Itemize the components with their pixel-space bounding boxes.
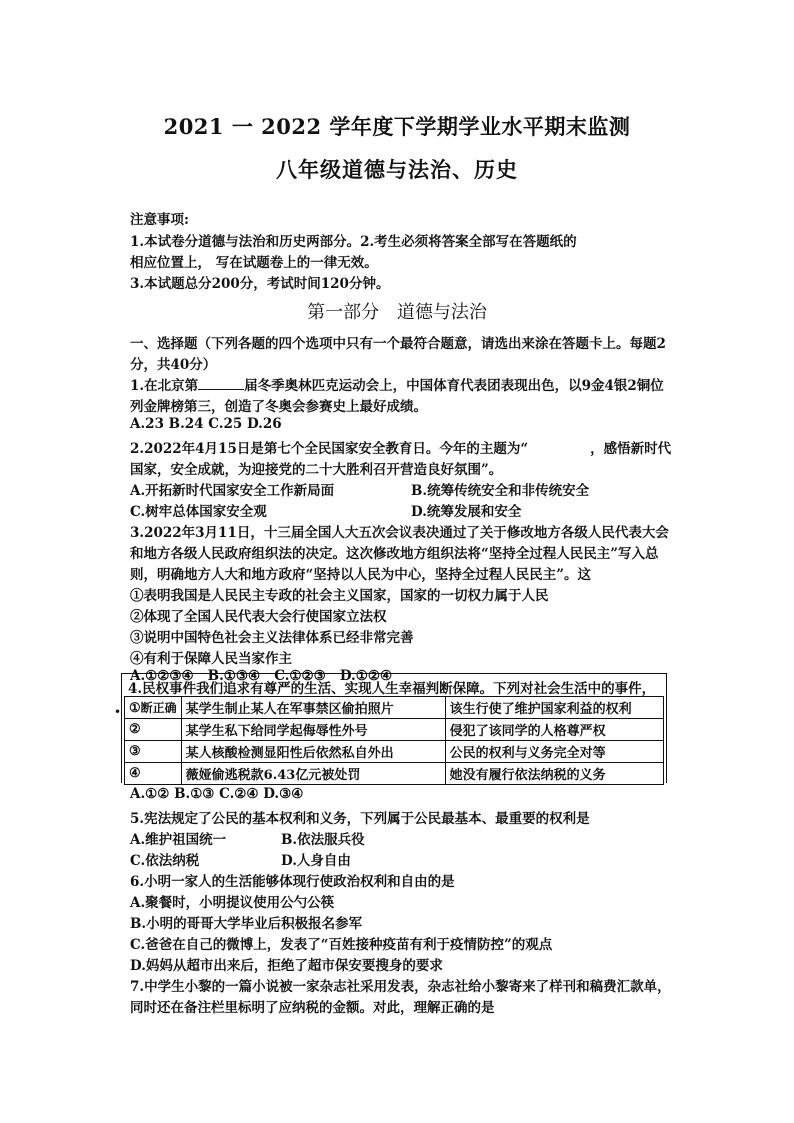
- notes-line-1: 1.本试卷分道德与法治和历史两部分。2.考生必须将答案全部写在答题纸的: [130, 234, 577, 250]
- q2-stem-2: 国家，安全成就，为迎接党的二十大胜利召开营造良好氛围”。: [130, 462, 503, 478]
- q3-statement-3: ③说明中国特色社会主义法律体系已经非常完善: [130, 630, 414, 646]
- notes-line-3: 3.本试题总分200分，考试时间120分钟。: [130, 276, 390, 292]
- q4-cell-judgment: 侵犯了该同学的人格尊严权: [445, 719, 663, 741]
- q6-option-c: C.爸爸在自己的微博上，发表了“百姓接种疫苗有利于疫情防控”的观点: [130, 937, 553, 953]
- table-row: [125, 697, 664, 719]
- q3-statement-4: ④有利于保障人民当家作主: [130, 651, 292, 667]
- q3-stem-1: 3.2022年3月11日，十三届全国人大五次会议表决通过了关于修改地方各级人民代表大会: [130, 525, 669, 541]
- exam-title: 2021 一 2022 学年度下学期学业水平期末监测: [163, 114, 631, 139]
- q6-stem: 6.小明一家人的生活能够体现行使政治权利和自由的是: [130, 874, 455, 890]
- margin-dot: •: [114, 705, 122, 719]
- q4-cell-judgment: 她没有履行依法纳税的义务: [445, 763, 663, 785]
- q7-stem-2: 同时还在备注栏里标明了应纳税的金额。对此，理解正确的是: [130, 1000, 495, 1016]
- q1-stem-2: 列金牌榜第三，创造了冬奥会参赛史上最好成绩。: [130, 399, 427, 415]
- q3-stem-3: 则，明确地方人大和地方政府“坚持以人民为中心，坚持全过程人民民主”。这: [130, 567, 592, 583]
- q5-option-d: D.人身自由: [281, 853, 351, 869]
- q3-statement-2: ②体现了全国人民代表大会行使国家立法权: [130, 609, 387, 625]
- q5-option-c: C.依法纳税: [130, 853, 200, 869]
- q6-option-a: A.聚餐时，小明提议使用公勺公筷: [130, 895, 335, 911]
- q1-stem-post: 届冬季奥林匹克运动会上，中国体育代表团表现出色，以9金4银2铜位: [244, 378, 664, 394]
- q4-options: A.①② B.①③ C.②④ D.③④: [130, 786, 304, 802]
- q2-stem-1a: 2.2022年4月15日是第七个全民国家安全教育日。今年的主题为“: [130, 441, 529, 457]
- q3-options: A.①②③④ B.①③④ C.①②③ D.①②④: [130, 668, 393, 684]
- notes-label: 注意事项:: [130, 212, 189, 228]
- q4-cell-no: ①断正确: [125, 697, 182, 719]
- q4-table: [124, 696, 664, 785]
- notes-line-2: 相应位置上， 写在试题卷上的一律无效。: [130, 255, 378, 271]
- q2-option-b: B.统筹传统安全和非传统安全: [411, 483, 590, 499]
- q5-option-a: A.维护祖国统一: [130, 832, 227, 848]
- section-instructions-2: 分，共40分）: [130, 357, 217, 373]
- q4-cell-event: 某学生私下给同学起侮辱性外号: [181, 719, 445, 741]
- part-name: 道德与法治: [396, 302, 487, 323]
- q2-stem-1: [130, 437, 671, 457]
- q4-cell-event: 某学生制止某人在军事禁区偷拍照片: [181, 697, 445, 719]
- q4-cell-event: 某人核酸检测显阳性后依然私自外出: [181, 741, 445, 763]
- part-number: 第一部分: [307, 302, 380, 323]
- q4-cell-no: ④: [125, 763, 182, 785]
- part-heading: [0, 298, 794, 324]
- section-instructions-1: 一、选择题（下列各题的四个选项中只有一个最符合题意，请选出来涂在答题卡上。每题2: [130, 336, 666, 352]
- q5-stem: 5.宪法规定了公民的基本权利和义务，下列属于公民最基本、最重要的权利是: [130, 811, 590, 827]
- q4-cell-judgment: 公民的权利与义务完全对等: [445, 741, 663, 763]
- q2-option-c: C.树牢总体国家安全观: [130, 504, 267, 520]
- q7-stem-1: 7.中学生小黎的一篇小说被一家杂志社采用发表，杂志社给小黎寄来了样刊和稿费汇款单，: [130, 979, 671, 995]
- q6-option-d: D.妈妈从超市出来后，拒绝了超市保安要搜身的要求: [130, 958, 443, 974]
- q1-blank: [198, 377, 244, 390]
- q1-stem-1: [130, 374, 664, 394]
- q3-statement-1: ①表明我国是人民民主专政的社会主义国家，国家的一切权力属于人民: [130, 588, 549, 604]
- q2-stem-1b: ，感悟新时代: [590, 441, 672, 457]
- exam-subtitle: 八年级道德与法治、历史: [276, 157, 518, 182]
- table-row: [125, 763, 664, 785]
- q1-options: A.23 B.24 C.25 D.26: [130, 416, 282, 432]
- q6-option-b: B.小明的哥哥大学毕业后积极报名参军: [130, 916, 363, 932]
- table-row: [125, 719, 664, 741]
- q3-stem-2: 和地方各级人民政府组织法的决定。这次修改地方组织法将“坚持全过程人民民主”写入总: [130, 546, 659, 562]
- q1-stem-pre: 1.在北京第: [130, 378, 199, 394]
- q5-option-b: B.依法服兵役: [281, 832, 365, 848]
- table-row: [125, 741, 664, 763]
- q4-cell-judgment: 该生行使了维护国家利益的权利: [445, 697, 663, 719]
- q2-option-a: A.开拓新时代国家安全工作新局面: [130, 483, 335, 499]
- q4-cell-no: ③: [125, 741, 182, 763]
- q4-cell-no: ②: [125, 719, 182, 741]
- q4-cell-event: 薇娅偷逃税款6.43亿元被处罚: [181, 763, 445, 785]
- q2-option-d: D.统筹发展和安全: [411, 504, 522, 520]
- q4-stem-1: 4.民权事件我们追求有尊严的生活、实现人生幸福判断保障。下列对社会生活中的事件，: [128, 681, 656, 697]
